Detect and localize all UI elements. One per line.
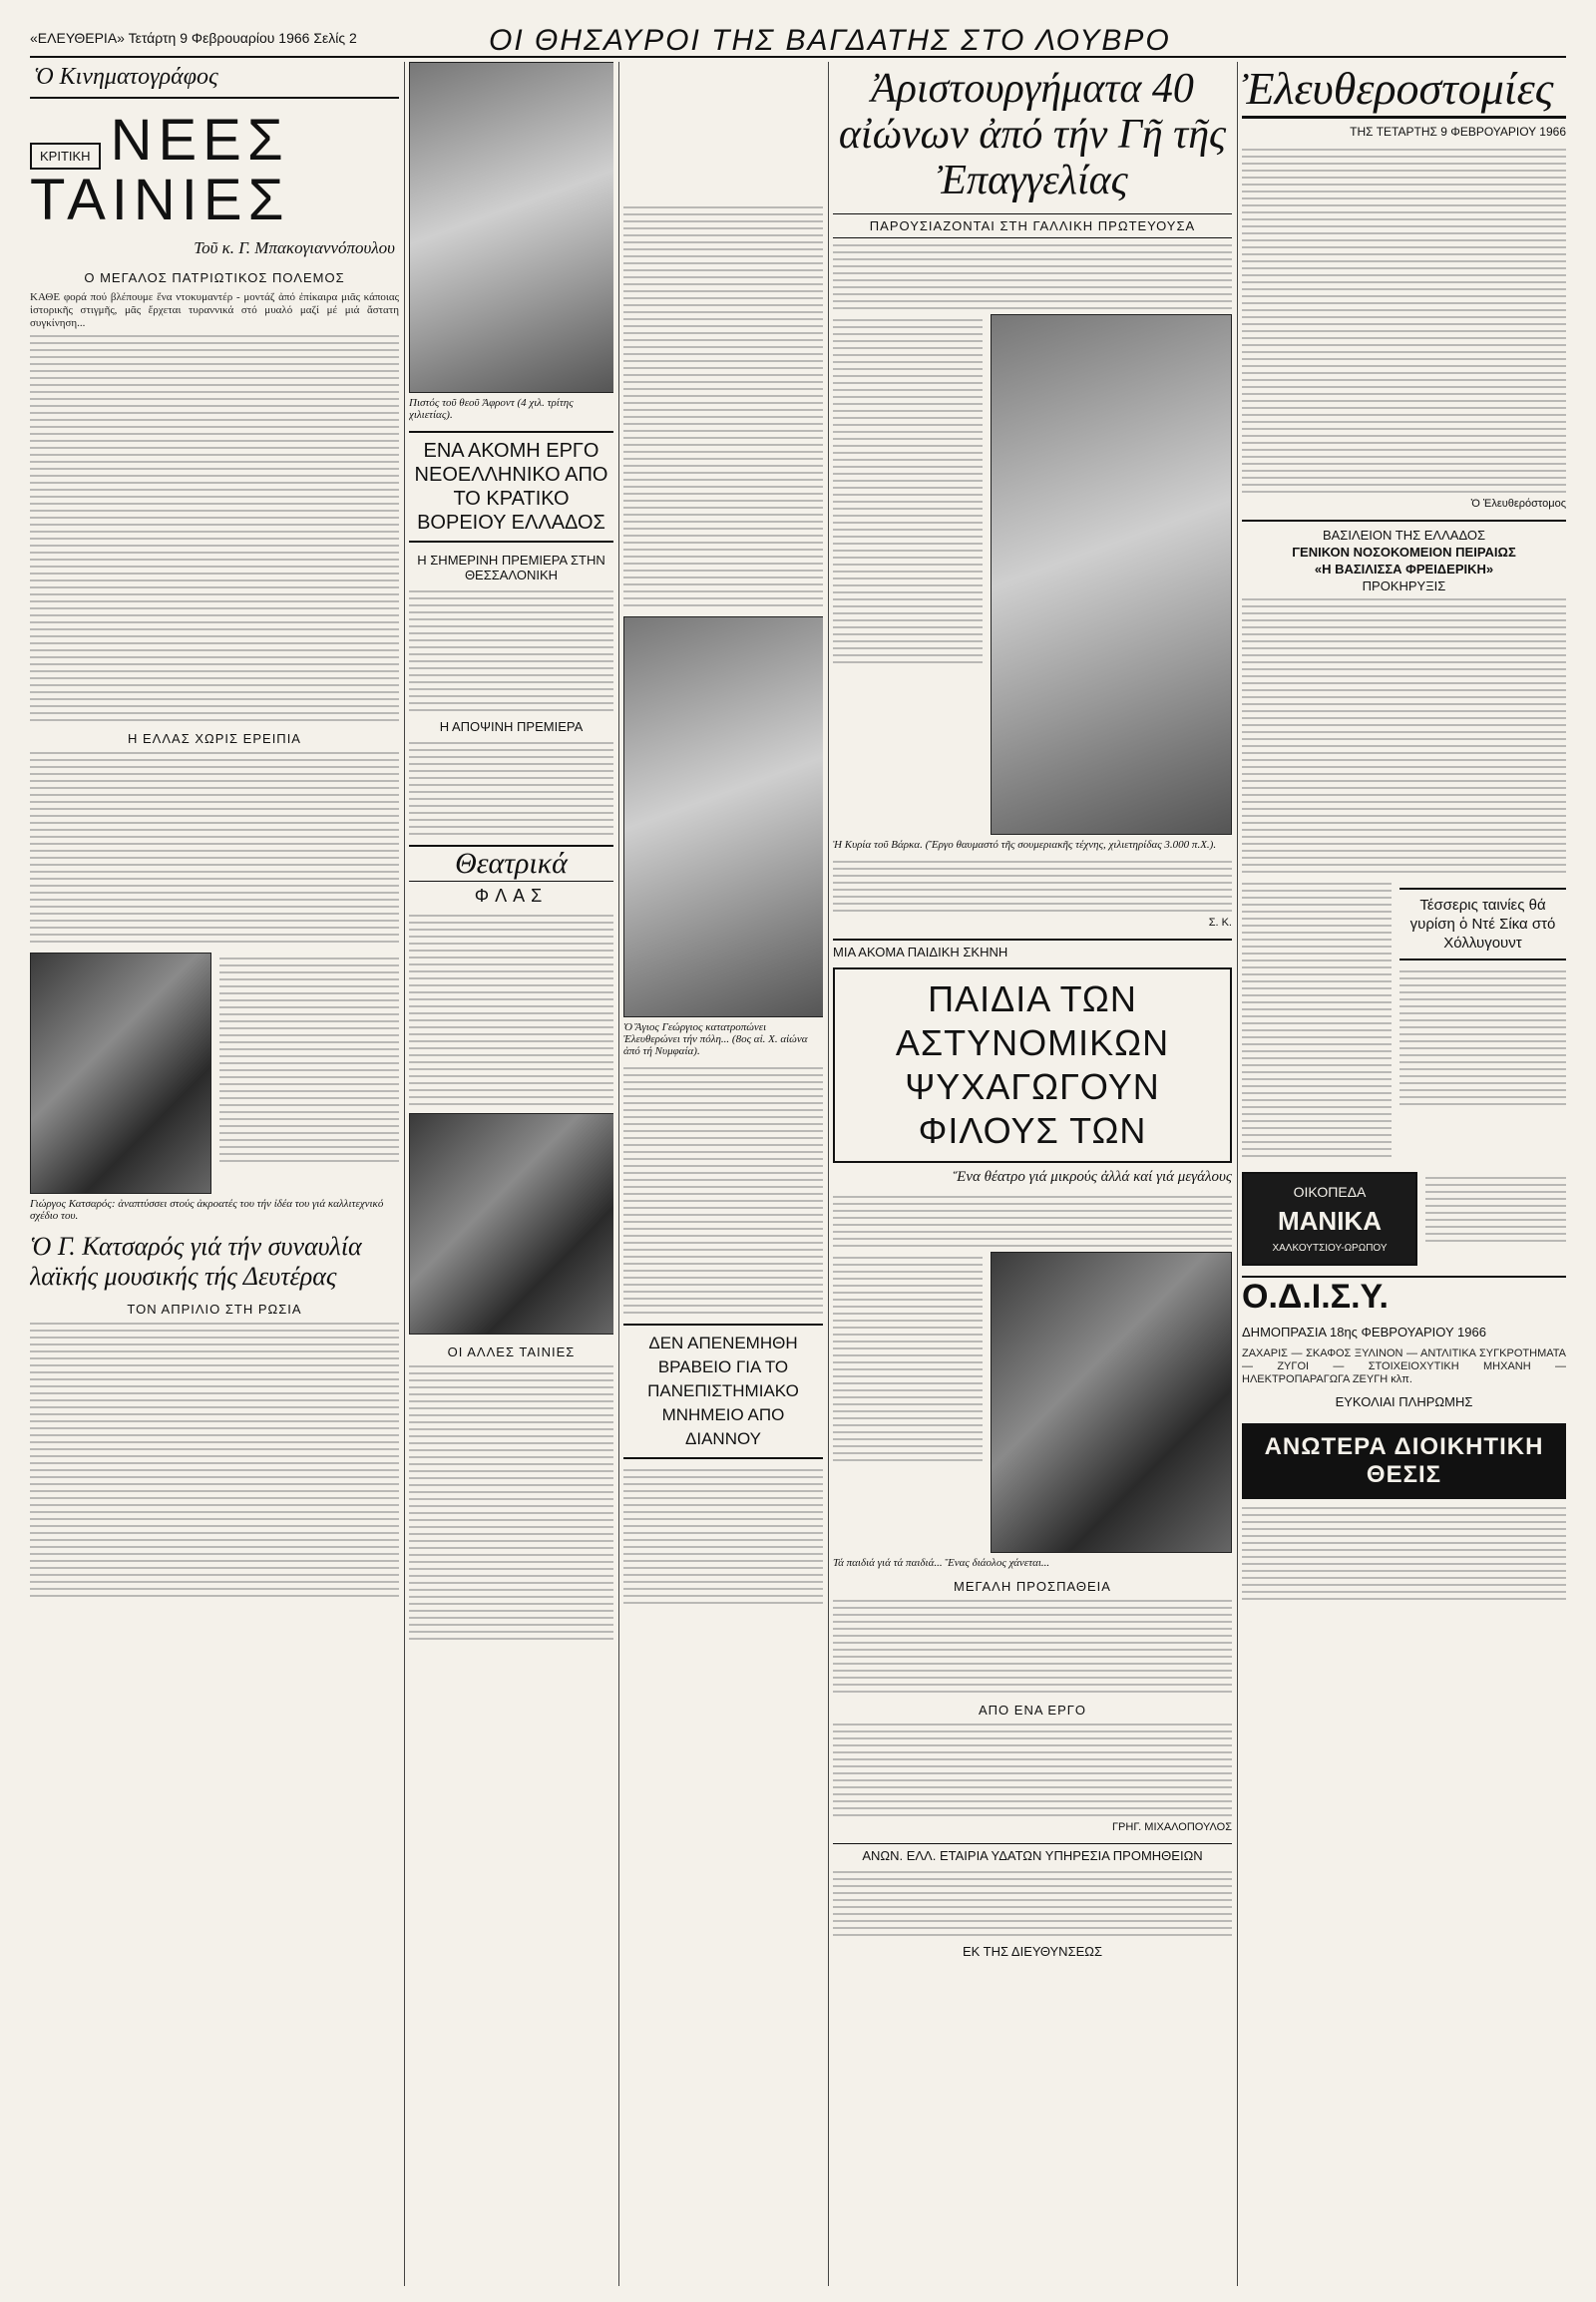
hospital-notice: ΠΡΟΚΗΡΥΞΙΣ [1362,578,1446,593]
body-text-block [409,915,613,1105]
premiere-subhead: Η ΣΗΜΕΡΙΝΗ ΠΡΕΜΙΕΡΑ ΣΤΗΝ ΘΕΣΣΑΛΟΝΙΚΗ [417,553,605,582]
statue-photo [409,62,613,393]
odisy-payment: ΕΥΚΟΛΙΑΙ ΠΛΗΡΩΜΗΣ [1335,1394,1473,1409]
fresco-photo [623,616,823,1017]
ad-location: ΧΑΛΚΟΥΤΣΙΟΥ-ΩΡΩΠΟΥ [1272,1243,1388,1254]
kids-subheadline: Ἕνα θέατρο γιά μικρούς ἀλλά καί γιά μεγάλους [953,1169,1232,1185]
kids-headline: ΠΑΙΔΙΑ ΤΩΝ ΑΣΤΥΝΟΜΙΚΩΝ ΨΥΧΑΓΩΓΟΥΝ ΦΙΛΟΥΣ ΤΩΝ [833,967,1232,1163]
odisy-date: ΔΗΜΟΠΡΑΣΙΑ 18ης ΦΕΒΡΟΥΑΡΙΟΥ 1966 [1242,1325,1486,1340]
portrait-caption: Γιώργος Κατσαρός: ἀναπτύσσει στούς ἀκροατές του τήν ἰδέα του γιά καλλιτεχνικό σχέδιο του. [30,1198,384,1222]
body-text-block [833,1196,1232,1247]
headline-films: ΤΑΙΝΙΕΣ [30,168,290,232]
masthead-date: «ΕΛΕΥΘΕΡΙΑ» Τετάρτη 9 Φεβρουαρίου 1966 Σελίς 2 [30,30,357,46]
exhibition-subhead: ΠΑΡΟΥΣΙΑΖΟΝΤΑΙ ΣΤΗ ΓΑΛΛΙΚΗ ΠΡΩΤΕΥΟΥΣΑ [833,213,1232,238]
ad-manika: ΜΑΝΙΚΑ [1278,1206,1382,1236]
body-text-block [1242,878,1392,1162]
headline-new: ΝΕΕΣ [110,108,289,173]
subhead-greece: Η ΕΛΛΑΣ ΧΩΡΙΣ ΕΡΕΙΠΙΑ [128,731,301,746]
kids-kicker: ΜΙΑ ΑΚΟΜΑ ΠΑΙΔΙΚΗ ΣΚΗΝΗ [833,939,1232,959]
kids-photo [991,1252,1232,1553]
mask-photo [991,314,1232,835]
award-heading: ΔΕΝ ΑΠΕΝΕΜΗΘΗ ΒΡΑΒΕΙΟ ΓΙΑ ΤΟ ΠΑΝΕΠΙΣΤΗΜΙΑΚΟ ΜΝΗΜΕΙΟ ΑΠΟ ΔΙΑΝΝΟΥ [623,1324,823,1459]
lead-paragraph: ΚΑΘΕ φορά πού βλέπουμε ἕνα ντοκυμαντέρ - μοντάζ ἀπό ἐπίκαιρα μιᾶς κάποιας ἱστορικῆς στιγμῆς, μᾶς ἔρχεται τυραννικά στό μυαλό μαζί μέ μιά ἄστατη συγκίνηση... [30,291,399,329]
exhibition-signoff: Σ. Κ. [1208,917,1232,929]
body-text-block [833,1724,1232,1816]
subhead-russia: ΤΟΝ ΑΠΡΙΛΙΟ ΣΤΗ ΡΩΣΙΑ [127,1302,302,1317]
editorial-date: ΤΗΣ ΤΕΤΑΡΤΗΣ 9 ΦΕΒΡΟΥΑΡΙΟΥ 1966 [1350,125,1566,139]
column-exhibition-2 [623,201,823,1609]
statue-caption: Πιστός τοῦ θεοῦ Ἀφροντ (4 χιλ. τρίτης χιλιετίας). [409,397,574,421]
masthead [30,22,1566,58]
odisy-title: Ο.Δ.Ι.Σ.Υ. [1242,1276,1566,1317]
kids-photo-caption: Τά παιδιά γιά τά παιδιά... Ἕνας διάολος χάνεται... [833,1557,1050,1569]
section-kicker: Ὁ Κινηματογράφος [30,62,399,99]
column-film-review [30,62,399,1602]
body-text-block [623,1067,823,1314]
body-text-block [833,1252,983,1553]
body-text-block [1425,1172,1566,1266]
hospital-kingdom: ΒΑΣΙΛΕΙΟΝ ΤΗΣ ΕΛΛΑΔΟΣ [1322,528,1486,543]
body-text-block [409,1365,613,1640]
body-text-block [30,752,399,943]
subhead-war: Ο ΜΕΓΑΛΟΣ ΠΑΤΡΙΩΤΙΚΟΣ ΠΟΛΕΜΟΣ [84,270,345,285]
hospital-queen: «Η ΒΑΣΙΛΙΣΣΑ ΦΡΕΙΔΕΡΙΚΗ» [1314,562,1494,576]
byline: Τοῦ κ. Γ. Μπακογιαννόπουλου [194,238,395,257]
land-ad [1242,1172,1417,1266]
job-band: ΑΝΩΤΕΡΑ ΔΙΟΙΚΗΤΙΚΗ ΘΕΣΙΣ [1242,1423,1566,1499]
column-editorial [1242,62,1566,1605]
editorial-signature: Ὁ Ἐλευθερόστομος [1470,498,1566,510]
body-text-block [833,861,1232,912]
theatre-flash: ΦΛΑΣ [474,886,549,906]
body-text-block [409,590,613,711]
article-author: ΓΡΗΓ. ΜΙΧΑΛΟΠΟΥΛΟΣ [1111,1821,1232,1833]
theatre-photo [409,1113,613,1335]
theatre-section-head: Θεατρικά [409,845,613,882]
body-text-block [1242,1507,1566,1600]
body-text-block [219,953,399,1194]
play-subhead: ΑΠΟ ΕΝΑ ΕΡΓΟ [978,1703,1087,1718]
masthead-banner: ΟΙ ΘΗΣΑΥΡΟΙ ΤΗΣ ΒΑΓΔΑΤΗΣ ΣΤΟ ΛΟΥΒΡΟ [489,24,1171,57]
water-notice-signoff: ΕΚ ΤΗΣ ΔΙΕΥΘΥΝΣΕΩΣ [962,1944,1103,1959]
body-text-block [833,1871,1232,1936]
desica-heading: Τέσσερις ταινίες θά γυρίση ὁ Ντέ Σίκα στό Χόλλυγουντ [1399,888,1566,960]
body-text-block [623,1469,823,1604]
column-theatre [409,62,613,1645]
odisy-items: ΖΑΧΑΡΙΣ — ΣΚΑΦΟΣ ΞΥΛΙΝΟΝ — ΑΝΤΛΙΤΙΚΑ ΣΥΓΚΡΟΤΗΜΑΤΑ — ΖΥΓΟΙ — ΣΤΟΙΧΕΙΟΧΥΤΙΚΗ ΜΗΧΑΝΗ — ΗΛΕΚΤΡΟΠΑΡΑΓΩΓΑ ΖΕΥΓΗ κλπ. [1242,1347,1566,1385]
body-text-block [409,742,613,835]
ad-plots: ΟΙΚΟΠΕΔΑ [1293,1184,1367,1200]
other-films-subhead: ΟΙ ΑΛΛΕΣ ΤΑΙΝΙΕΣ [447,1344,576,1359]
fresco-caption: Ὁ Ἅγιος Γεώργιος κατατροπώνει Ἐλευθερώνει τήν πόλη... (8ος αἰ. Χ. αἰώνα ἀπό τή Νυμφαία). [623,1021,808,1057]
body-text-block [1242,149,1566,493]
evening-premiere-subhead: Η ΑΠΟΨΙΝΗ ΠΡΕΜΙΕΡΑ [439,719,584,734]
mask-caption: Ἡ Κυρία τοῦ Βάρκα. (Ἔργο θαυμαστό τῆς σουμεριακῆς τέχνης, χιλιετηρίδας 3.000 π.Χ.). [833,839,1217,851]
effort-subhead: ΜΕΓΑΛΗ ΠΡΟΣΠΑΘΕΙΑ [954,1579,1111,1594]
theatre-heading: ΕΝΑ ΑΚΟΜΗ ΕΡΓΟ ΝΕΟΕΛΛΗΝΙΚΟ ΑΠΟ ΤΟ ΚΡΑΤΙΚΟ ΒΟΡΕΙΟΥ ΕΛΛΑΔΟΣ [409,431,613,543]
body-text-block [833,314,983,835]
body-text-block [1399,970,1566,1105]
body-text-block [833,244,1232,309]
water-company-notice: ΑΝΩΝ. ΕΛΛ. ΕΤΑΙΡΙΑ ΥΔΑΤΩΝ ΥΠΗΡΕΣΙΑ ΠΡΟΜΗΘΕΙΩΝ [833,1843,1232,1863]
body-text-block [833,1600,1232,1693]
katsaros-heading: Ὁ Γ. Κατσαρός γιά τήν συναυλία λαϊκής μουσικής τής Δευτέρας [30,1232,362,1291]
body-text-block [30,1323,399,1597]
body-text-block [1242,598,1566,873]
portrait-photo [30,953,211,1194]
editorial-headline: Ἐλευθεροστομίες [1242,62,1566,119]
exhibition-headline: Ἀριστουργήματα 40 αἰώνων ἀπό τήν Γῆ τῆς Ἐπαγγελίας [838,66,1227,203]
hospital-name: ΓΕΝΙΚΟΝ ΝΟΣΟΚΟΜΕΙΟΝ ΠΕΙΡΑΙΩΣ [1292,545,1516,560]
critic-box: ΚΡΙΤΙΚΗ [30,143,101,170]
body-text-block [623,206,823,606]
column-exhibition [833,62,1232,1967]
body-text-block [30,335,399,721]
